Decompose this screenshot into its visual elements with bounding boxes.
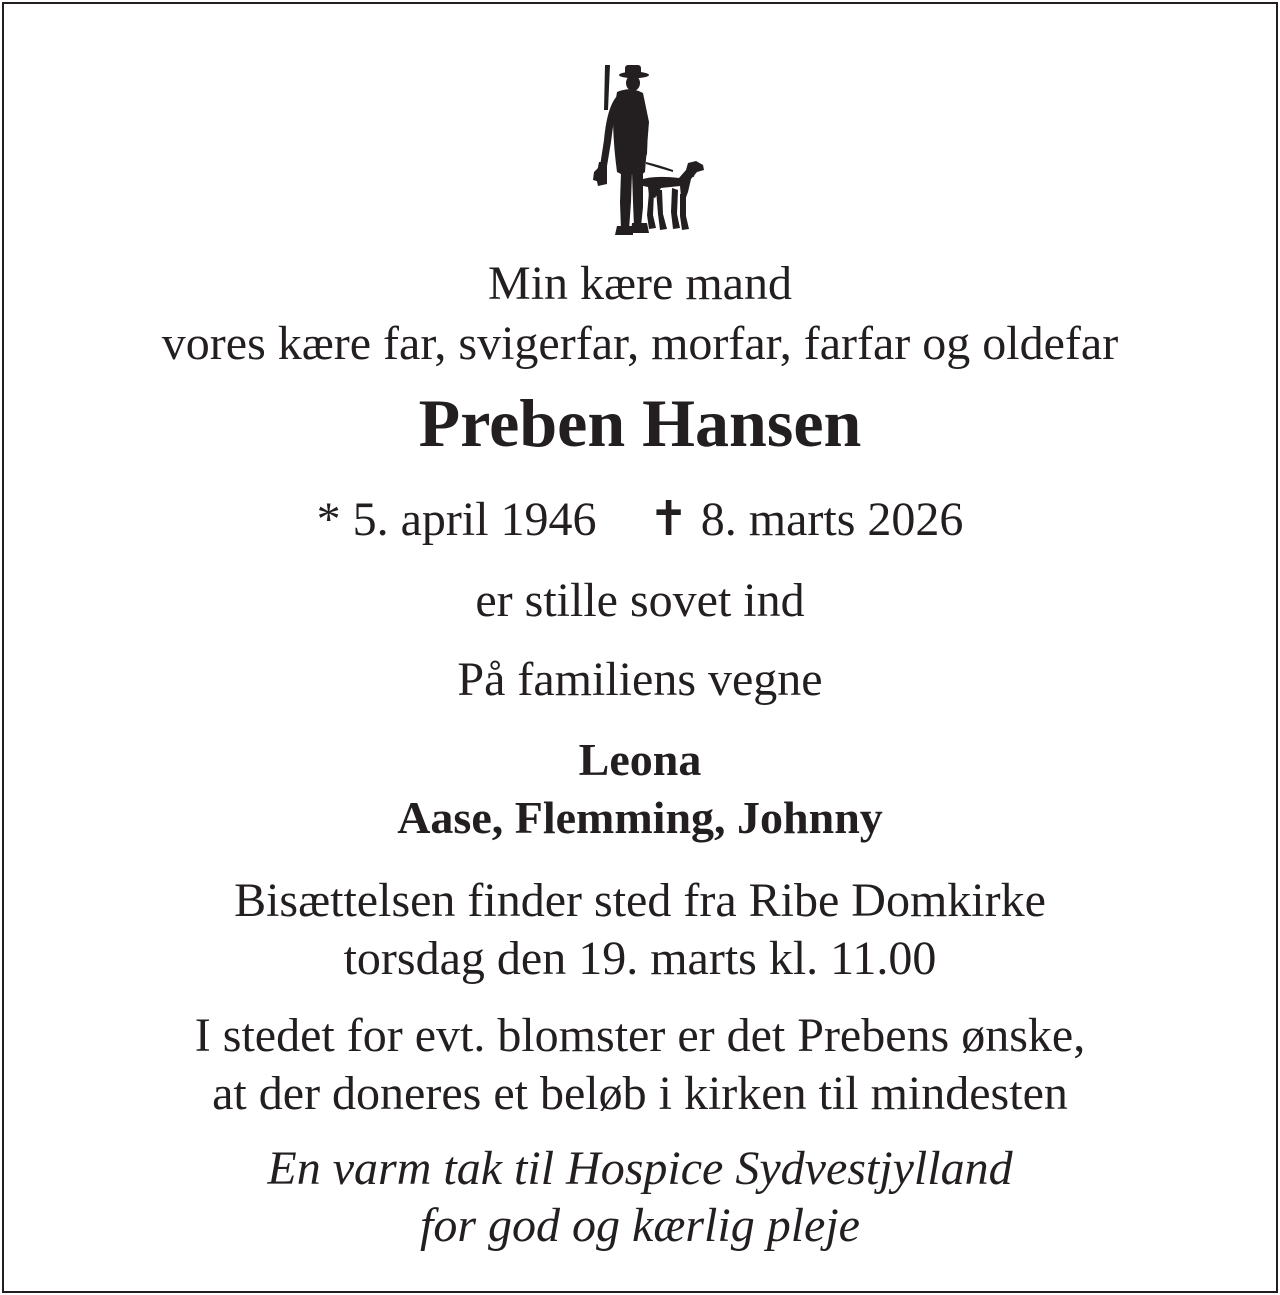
funeral-line-2: torsdag den 19. marts kl. 11.00 [343,932,937,985]
life-dates [0,493,1280,546]
family-line-2: Aase, Flemming, Johnny [397,792,883,843]
thanks-line-1: En varm tak til Hospice Sydvestjylland [267,1142,1013,1195]
death-date: ✝ 8. marts 2026 [648,493,964,546]
hunter-with-dog-icon [583,62,707,237]
birth-date: * 5. april 1946 [316,493,597,546]
donation-line-2: at der doneres et beløb i kirken til mindesten [212,1067,1068,1120]
donation-line-1: I stedet for evt. blomster er det Prebens ønske, [194,1009,1086,1062]
deceased-name: Preben Hansen [418,385,862,461]
passed-away-text: er stille sovet ind [475,574,805,627]
intro-line-1: Min kære mand [488,257,792,310]
intro-line-2: vores kære far, svigerfar, morfar, farfar og oldefar [161,317,1119,370]
funeral-line-1: Bisættelsen finder sted fra Ribe Domkirke [234,874,1046,927]
on-behalf-text: På familiens vegne [457,653,823,706]
family-line-1: Leona [578,734,702,785]
thanks-line-2: for god og kærlig pleje [420,1199,860,1252]
